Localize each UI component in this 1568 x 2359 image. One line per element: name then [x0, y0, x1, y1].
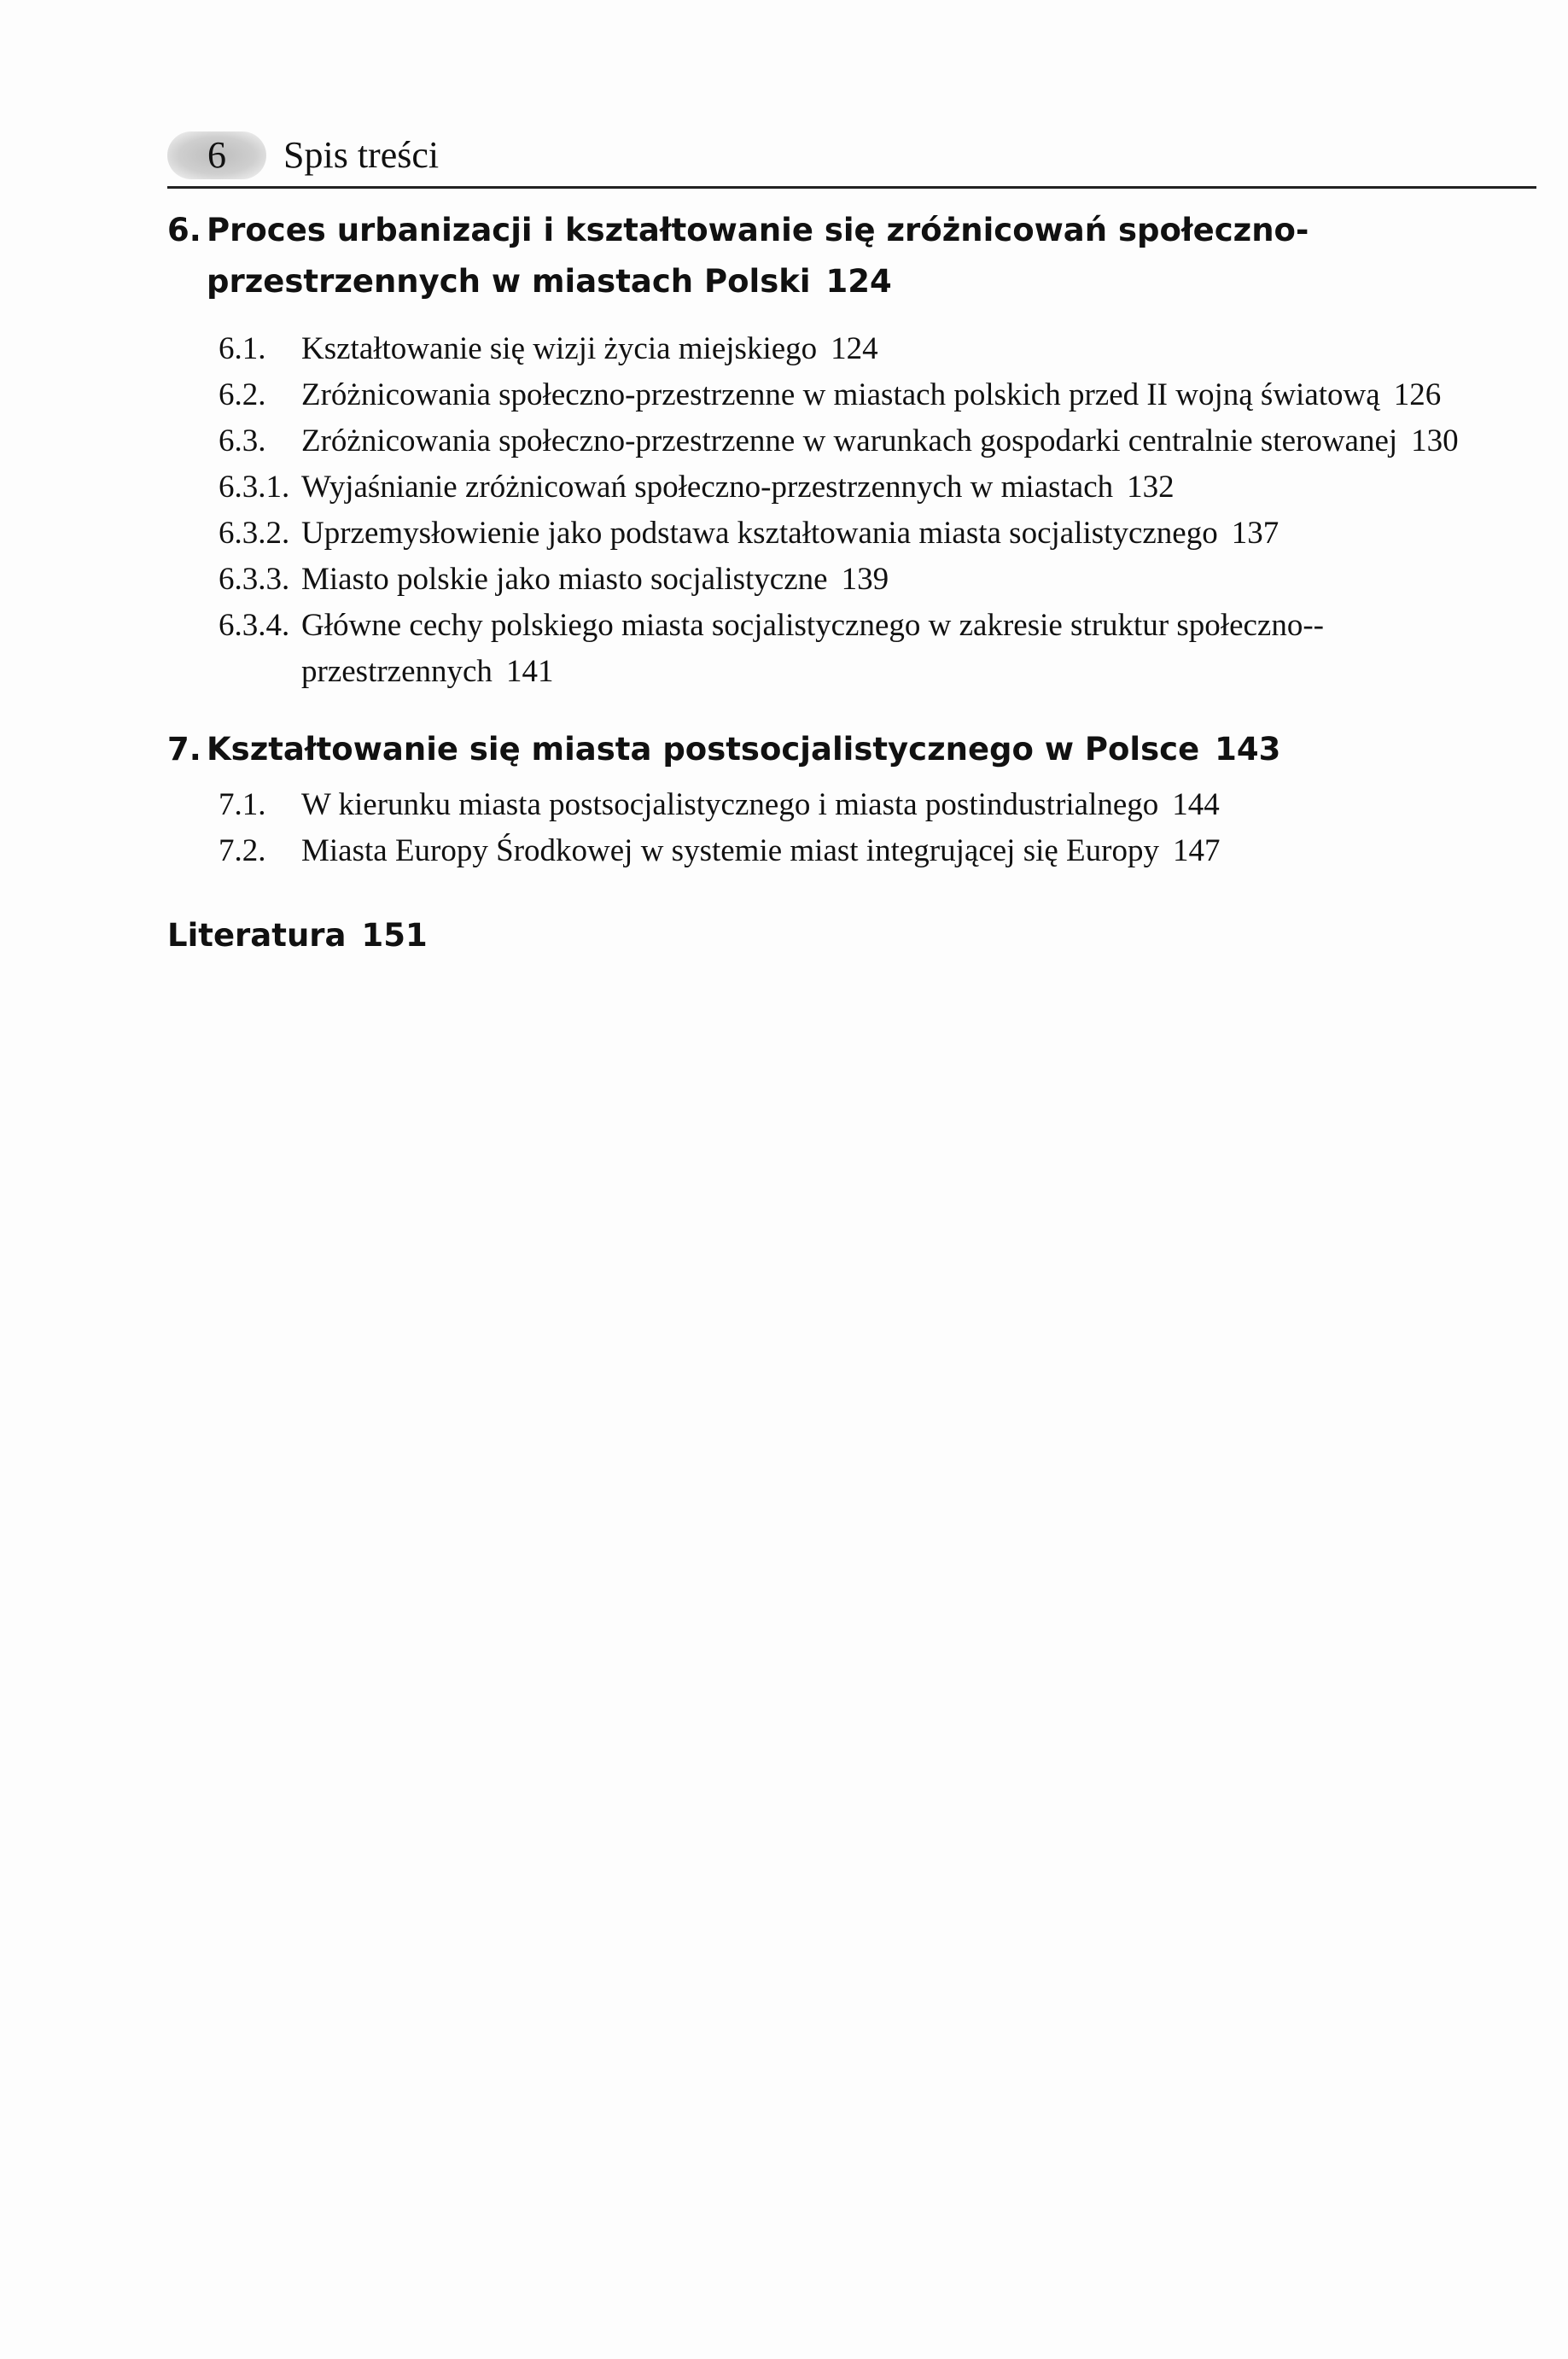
running-header: [167, 128, 1536, 188]
toc-section-7-1[interactable]: [167, 782, 1536, 828]
section-number: 6.3.4.: [219, 608, 290, 643]
chapter-7-sections: [167, 782, 1536, 874]
chapter-page: 124: [825, 263, 892, 300]
section-title: Uprzemysłowienie jako podstawa kształtowania miasta socjalistycznego: [301, 516, 1218, 551]
literature-title: Literatura: [167, 917, 347, 954]
page-number-badge: 6: [167, 131, 266, 179]
section-number: 6.3.3.: [219, 562, 290, 597]
toc-literature[interactable]: [167, 910, 1536, 961]
header-rule: [167, 186, 1536, 189]
section-page: 144: [1172, 787, 1220, 822]
header-title: Spis treści: [283, 134, 440, 176]
section-title: Zróżnicowania społeczno-przestrzenne w miastach polskich przed II wojną światową: [301, 377, 1380, 412]
section-number: 7.1.: [219, 787, 266, 822]
chapter-title: Kształtowanie się miasta postsocjalistycznego w Polsce: [207, 731, 1200, 768]
section-title: Kształtowanie się wizji życia miejskiego: [301, 331, 818, 366]
section-title: Miasta Europy Środkowej w systemie miast integrującej się Europy: [301, 833, 1159, 868]
section-page: 147: [1172, 833, 1221, 868]
section-number: 6.3.: [219, 423, 266, 458]
section-number: 6.3.2.: [219, 516, 290, 551]
toc-section-6-3[interactable]: [167, 418, 1536, 464]
section-page: 126: [1393, 377, 1442, 412]
section-number: 6.2.: [219, 377, 266, 412]
chapter-6-sections: [167, 326, 1536, 695]
section-title: Miasto polskie jako miasto socjalistyczne: [301, 562, 828, 597]
toc-chapter-6[interactable]: [167, 205, 1536, 307]
section-page: 130: [1411, 423, 1459, 458]
toc-chapter-7[interactable]: [167, 724, 1536, 775]
section-title: Główne cechy polskiego miasta socjalistycznego w zakresie struktur społeczno--przestrzennych: [301, 608, 1325, 689]
toc-section-6-3-1[interactable]: [167, 464, 1536, 511]
section-page: 141: [505, 654, 554, 689]
section-number: 6.1.: [219, 331, 266, 366]
toc-section-6-1[interactable]: [167, 326, 1536, 372]
literature-page: 151: [361, 917, 428, 954]
section-number: 7.2.: [219, 833, 266, 868]
section-page: 132: [1127, 470, 1175, 505]
section-page: 137: [1231, 516, 1279, 551]
section-number: 6.3.1.: [219, 470, 290, 505]
chapter-page: 143: [1215, 731, 1281, 768]
chapter-number: 6.: [167, 212, 201, 248]
section-title: Wyjaśnianie zróżnicowań społeczno-przestrzennych w miastach: [301, 470, 1114, 505]
toc-section-6-3-4[interactable]: [167, 603, 1548, 695]
chapter-title: Proces urbanizacji i kształtowanie się zróżnicowań społeczno-przestrzennych w miastach Polski: [207, 212, 1309, 300]
table-of-contents: [167, 205, 1536, 961]
toc-section-6-3-3[interactable]: [167, 557, 1536, 603]
toc-section-6-2[interactable]: [167, 372, 1536, 418]
section-title: Zróżnicowania społeczno-przestrzenne w warunkach gospodarki centralnie sterowanej: [301, 423, 1398, 458]
toc-section-6-3-2[interactable]: [167, 511, 1536, 557]
section-page: 124: [831, 331, 878, 366]
section-page: 139: [841, 562, 889, 597]
chapter-number: 7.: [167, 731, 201, 768]
section-title: W kierunku miasta postsocjalistycznego i miasta postindustrialnego: [301, 787, 1159, 822]
toc-section-7-2[interactable]: [167, 828, 1536, 874]
